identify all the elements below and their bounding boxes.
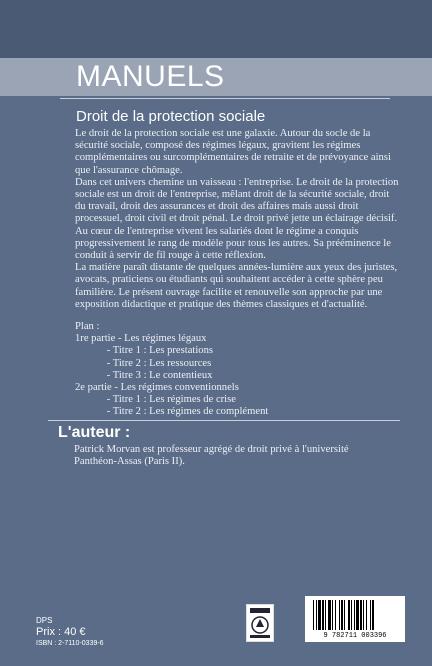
barcode-number: 9 782711 003396 (323, 632, 387, 640)
price: Prix : 40 € (36, 626, 86, 638)
author-bio: Patrick Morvan est professeur agrégé de droit privé à l'université Panthéon-Assas (Paris II). (74, 444, 349, 468)
plan-line: - Titre 2 : Les régimes de complément (75, 406, 269, 418)
paragraph-1: Le droit de la protection sociale est une galaxie. Autour du socle de la sécurité sociale, composé des régimes légaux, gravitent les régimes complémentaires ou surcomplémentaires de retraite et de prévoyance ainsi que l'assurance chômage. (75, 128, 391, 176)
paragraph-3: La matière paraît distante de quelques années-lumière aux yeux des juristes, avocats, praticiens ou étudiants qui souhaitent accéder à cette sphère peu familière. Le présent ouvrage facilite et renouvelle son approche par une exposition didactique et pratique des thèmes classiques et d'actualité. (75, 262, 398, 310)
isbn: ISBN : 2-7110-0339-6 (36, 640, 104, 647)
plan-section (75, 321, 399, 419)
paragraph-2: Dans cet univers chemine un vaisseau : l'entreprise. Le droit de la protection sociale est un droit de l'entreprise, mêlant droit de la sécurité sociale, droit du travail, droit des assurances et droit des affaires mais aussi droit processuel, droit civil et droit pénal. Le droit privé jette un éclairage décisif. Au cœur de l'entreprise vivent les salariés dont le régime a conquis progressivement le rang de modèle pour tous les autres. Sa prééminence le conduit à servir de fil rouge à cette réflexion. (75, 176, 399, 262)
publisher-logo (246, 604, 274, 642)
back-cover-description (75, 128, 399, 419)
plan-line: - Titre 2 : Les ressources (75, 357, 212, 369)
author-divider (48, 420, 400, 421)
series-name: MANUELS (76, 60, 225, 93)
plan-line: - Titre 3 : Le contentieux (75, 369, 213, 381)
plan-line: - Titre 1 : Les régimes de crise (75, 394, 236, 406)
barcode (305, 596, 405, 642)
publisher-emblem-icon (247, 605, 273, 641)
barcode-bars (305, 596, 405, 632)
product-code: DPS (36, 616, 53, 625)
author-heading: L'auteur : (58, 424, 131, 441)
price-info (36, 616, 104, 649)
plan-line: 2e partie - Les régimes conventionnels (75, 382, 239, 394)
book-title: Droit de la protection sociale (76, 108, 266, 125)
cover-top-bar (0, 0, 432, 58)
plan-line: 1re partie - Les régimes légaux (75, 333, 207, 345)
plan-heading: Plan : (75, 321, 100, 333)
plan-line: - Titre 1 : Les prestations (75, 345, 214, 357)
title-rule (60, 98, 390, 99)
